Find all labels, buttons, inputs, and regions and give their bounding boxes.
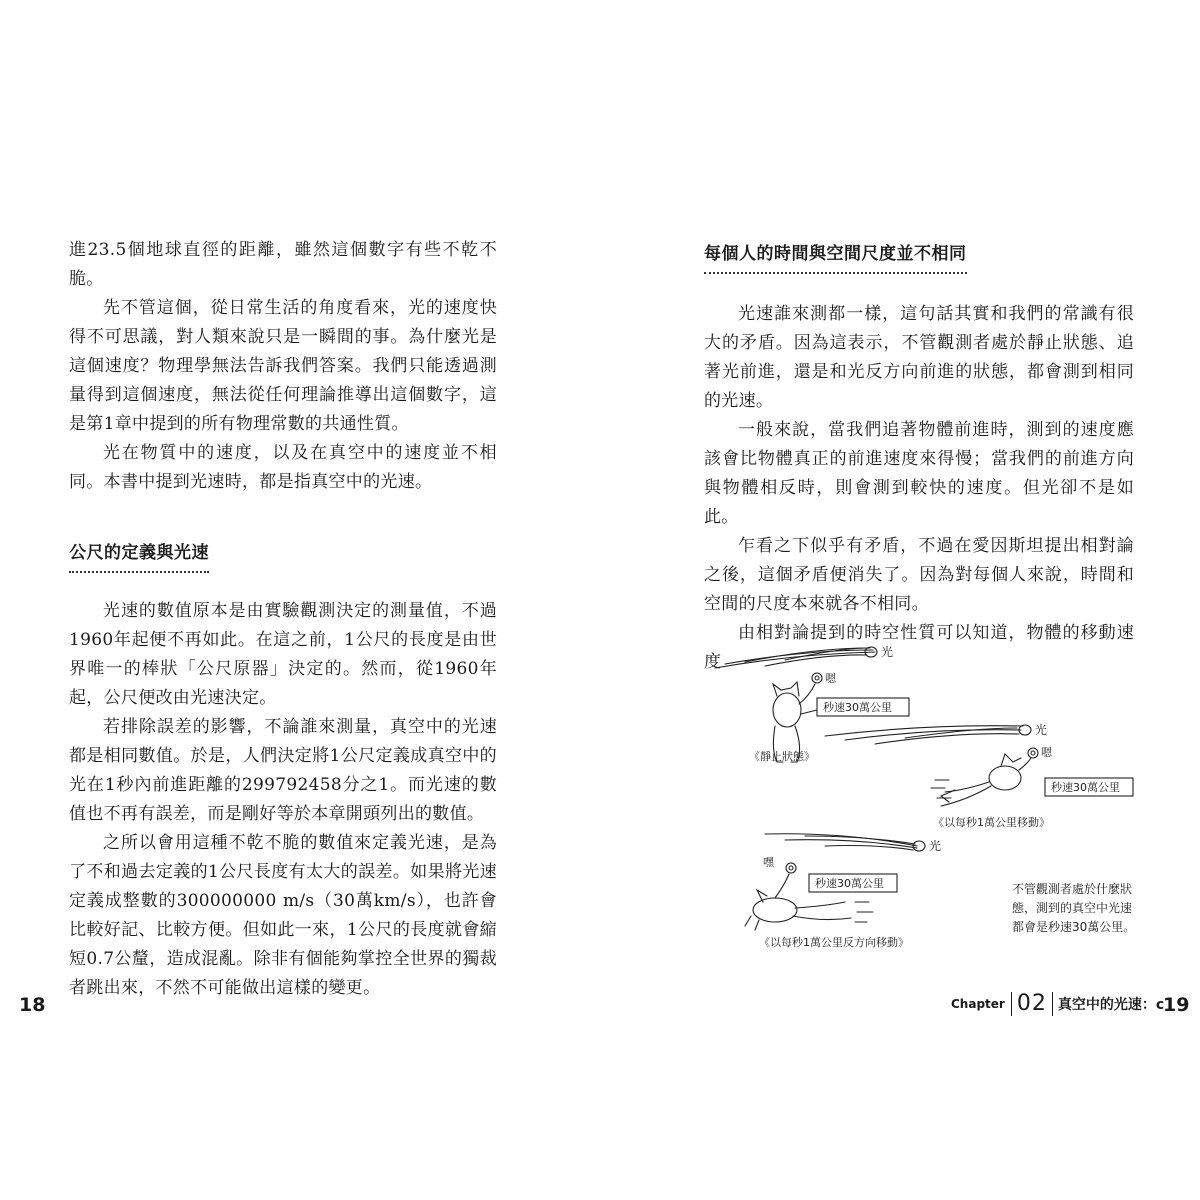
sign-text-3: 秒速30萬公里 (815, 877, 884, 890)
paragraph: 之所以會用這種不乾不脆的數值來定義光速，是為了不和過去定義的1公尺長度有太大的誤差。如果將光速定義成整數的300000000 m/s（30萬km/s），也許會比較好記、比較方便。但如此一來，1公尺的長度就會縮短0.7公釐，造成混亂。除非有個能夠掌控全世界的獨裁者跳出來，不然不可能做出這樣的變更。 (69, 833, 497, 998)
paragraph: 進23.5個地球直徑的距離，雖然這個數字有些不乾不脆。 (69, 240, 497, 289)
section-heading-wrap (69, 539, 497, 573)
section-heading-relativity: 每個人的時間與空間尺度並不相同 (704, 240, 967, 274)
light-streak-3 (765, 834, 925, 851)
paragraph: 光速誰來測都一樣，這句話其實和我們的常識有很大的矛盾。因為這表示，不管觀測者處於靜止狀態、追著光前進，還是和光反方向前進的狀態，都會測到相同的光速。 (704, 304, 1134, 411)
light-label-1: 光 (881, 645, 894, 659)
paragraph: 乍看之下似乎有矛盾，不過在愛因斯坦提出相對論之後，這個矛盾便消失了。因為對每個人來說，時間和空間的尺度本來就各不相同。 (704, 536, 1134, 614)
chapter-number: 02 (1016, 991, 1047, 1016)
section-heading-wrap (704, 240, 1134, 274)
chapter-label: Chapter (951, 996, 1005, 1011)
page-number-left: 18 (19, 994, 46, 1016)
cat-standing (773, 673, 822, 762)
paragraph: 若排除誤差的影響，不論誰來測量，真空中的光速都是相同數值。於是，人們決定將1公尺定義成真空中的光在1秒內前進距離的299792458分之1。而光速的數值也不再有誤差，而是剛好等於本章開頭列出的數值。 (69, 717, 497, 824)
scene-label-moving: 《以每秒1萬公里移動》 (933, 816, 1050, 829)
paragraph: 一般來說，當我們追著物體前進時，測到的速度應該會比物體真正的前進速度來得慢；當我們的前進方向與物體相反時，則會測到較快的速度。但光卻不是如此。 (704, 420, 1134, 527)
runner-divider (1052, 992, 1053, 1016)
light-streak-1 (715, 647, 877, 668)
paragraph: 先不管這個，從日常生活的角度看來，光的速度快得不可思議，對人類來說只是一瞬間的事。為什麼光是這個速度？物理學無法告訴我們答案。我們只能透過測量得到這個速度，無法從任何理論推導出這個數字，這是第1章中提到的所有物理常數的共通性質。 (69, 298, 497, 434)
section-heading-meter-definition: 公尺的定義與光速 (69, 539, 209, 573)
light-label-2: 光 (1035, 723, 1048, 737)
paragraph: 光速的數值原本是由實驗觀測決定的測量值，不過1960年起便不再如此。在這之前，1公尺的長度是由世界唯一的棒狀「公尺原器」決定的。然而，從1960年起，公尺便改由光速決定。 (69, 601, 497, 708)
sound-label-2: 嗯 (1041, 746, 1052, 759)
cat-running-opposite (745, 863, 873, 930)
cat-running (931, 748, 1038, 806)
chapter-runner (951, 991, 1164, 1016)
scene-label-stationary: 《靜止狀態》 (749, 750, 815, 763)
left-text-column (69, 236, 497, 1003)
light-streak-2 (825, 725, 1031, 744)
sound-label-3: 嘿 (763, 856, 774, 869)
chapter-title: 真空中的光速：c (1057, 996, 1165, 1013)
illustration-caption: 不管觀測者處於什麼狀態，測到的真空中光速都會是秒速30萬公里。 (1012, 882, 1136, 934)
paragraph: 光在物質中的速度，以及在真空中的速度並不相同。本書中提到光速時，都是指真空中的光速。 (69, 443, 497, 492)
page-number-right: 19 (1163, 994, 1190, 1016)
light-label-3: 光 (929, 839, 942, 853)
paragraph: 由相對論提到的時空性質可以知道，物體的移動速度 (704, 623, 1134, 672)
scene-label-opposite: 《以每秒1萬公里反方向移動》 (759, 936, 909, 949)
right-text-column (704, 240, 1134, 677)
sign-text-2: 秒速30萬公里 (1051, 781, 1120, 794)
sign-text-1: 秒速30萬公里 (823, 701, 892, 714)
sound-label-1: 嗯 (825, 672, 836, 685)
